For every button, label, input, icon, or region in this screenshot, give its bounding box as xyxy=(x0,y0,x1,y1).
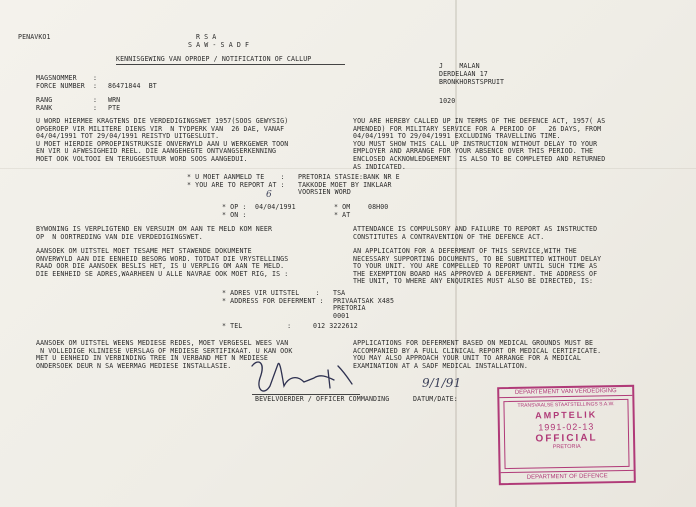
attendance-afrikaans: BYWONING IS VERPLIGTEND EN VERSUIM OM AAN TE MELD KOM NEER OP N OORTREDING VAN DIE VERDEDIGINGSWET. xyxy=(36,225,273,241)
medical-english: APPLICATIONS FOR DEFERMENT BASED ON MEDICAL GROUNDS MUST BE ACCOMPANIED BY A FULL CLINICAL REPORT OR MEDICAL CERTIFICATE. YOU MAY ALSO APPROACH YOUR UNIT TO ARRANGE FOR A MEDICAL EXAMINATION AT A SADF MEDICAL INSTALLATION. xyxy=(353,339,602,370)
rank-af: WRN xyxy=(108,96,121,104)
form-code: PENAVKO1 xyxy=(18,33,51,41)
attendance-english: ATTENDANCE IS COMPULSORY AND FAILURE TO REPORT AS INSTRUCTED CONSTITUTES A CONTRAVENTION OF THE DEFENCE ACT. xyxy=(353,225,598,241)
officer-commanding-label: BEVELVOERDER / OFFICER COMMANDING xyxy=(255,395,390,403)
stamp-amptelik: AMPTELIK xyxy=(535,409,598,421)
force-number-label-en: FORCE NUMBER : xyxy=(36,82,98,90)
report-location: PRETORIA STASIE:BANK NR E TAKKODE MOET BY INKLAAR VOORSIEN WORD xyxy=(298,173,400,197)
stamp-place: PRETORIA xyxy=(552,443,581,451)
telephone-number: 012 3222612 xyxy=(313,322,358,330)
addressee-postcode: 1020 xyxy=(439,97,456,105)
rank-label-en: RANK : xyxy=(36,104,98,112)
telephone-label: * TEL : xyxy=(222,322,292,330)
header-force: S A W - S A D F xyxy=(188,41,250,49)
rank-en: PTE xyxy=(108,104,121,112)
handwritten-date-correction: 6 xyxy=(266,190,272,200)
stamp-bottom-text: DEPARTMENT OF DEFENCE xyxy=(501,470,634,483)
force-number-label-af: MAGSNOMMER : xyxy=(36,74,98,82)
intro-english: YOU ARE HEREBY CALLED UP IN TERMS OF THE DEFENCE ACT, 1957( AS AMENDED) FOR MILITARY SERVICE FOR A PERIOD OF 26 DAYS, FROM 04/04/1991 TO 29/04/1991 EXCLUDING TRAVELLING TIME. YOU MUST SHOW THIS CALL UP INSTRUCTION WITHOUT DELAY TO YOUR EMPLOYER AND ARRANGE FOR YOUR ABSENCE OVER THIS PERIOD. THE ENCLOSED ACKNOWLEDGEMENT IS ALSO TO BE COMPLETED AND RETURNED AS INDICATED. xyxy=(353,117,606,171)
deferment-address-labels: * ADRES VIR UITSTEL : * ADDRESS FOR DEFERMENT : xyxy=(222,289,324,305)
report-at-labels: * U MOET AANMELD TE : * YOU ARE TO REPORT AT : xyxy=(187,173,285,189)
header-country: R S A xyxy=(196,33,217,41)
addressee-street: DERDELAAN 17 xyxy=(439,70,488,78)
title-underline xyxy=(116,64,345,65)
report-date-labels: * OP : * ON : xyxy=(222,203,247,219)
handwritten-signing-date: 9/1/91 xyxy=(422,376,462,390)
force-number: 86471844 BT xyxy=(108,82,157,90)
stamp-date: 1991-02-13 xyxy=(538,421,595,433)
report-date: 04/04/1991 xyxy=(255,203,296,211)
date-label: DATUM/DATE: xyxy=(413,395,458,403)
medical-afrikaans: AANSOEK OM UITSTEL WEENS MEDIESE REDES, MOET VERGESEL WEES VAN N VOLLEDIGE KLINIESE VERSLAG OF MEDIESE SERTIFIKAAT. U KAN OOK MET U EENHEID IN VERBINDING TREE IN VERBAND MET N MEDIESE ONDERSOEK DEUR N SA WEERMAG MEDIESE INSTALLASIE. xyxy=(36,339,293,370)
stamp-top-text: DEPARTEMENT VAN VERDEDIGING xyxy=(499,387,632,398)
stamp-subtitle: TRANSVAALSE STAATSTELLINGS S.A.W. xyxy=(517,401,615,409)
report-time-labels: * OM * AT xyxy=(334,203,351,219)
intro-afrikaans: U WORD HIERMEE KRAGTENS DIE VERDEDIGINGSWET 1957(SOOS GEWYSIG) OPGEROEP VIR MILITERE DIENS VIR N TYDPERK VAN 26 DAE, VANAF 04/04/1991 TOT 29/04/1991 REISTYD UITGESLUIT. U MOET HIERDIE OPROEPINSTRUKSIE ONVERWYLD AAN U WERKGEWER TOON EN VIR U AFWESIGHEID REEL. DIE AANGEHEGTE ONTVANGSERKENNING MOET OOK VOLTOOI EN TERUGGESTUUR WORD SOOS AANGEDUI. xyxy=(36,117,289,163)
addressee-town: BRONKHORSTSPRUIT xyxy=(439,78,505,86)
stamp-inner-frame xyxy=(503,399,629,469)
official-stamp xyxy=(497,385,636,485)
deferment-english: AN APPLICATION FOR A DEFERMENT OF THIS SERVICE,WITH THE NECESSARY SUPPORTING DOCUMENTS, TO BE SUBMITTED WITHOUT DELAY TO YOUR UNIT. YOU ARE COMPELLED TO REPORT UNTIL SUCH TIME AS THE EXEMPTION BOARD HAS APPROVED A DEFERMENT. THE ADDRESS OF THE UNIT, TO WHERE ANY ENQUIRIES MUST ALSO BE DIRECTED, IS: xyxy=(353,247,602,286)
report-time: 08H00 xyxy=(368,203,389,211)
notice-title: KENNISGEWING VAN OPROEP / NOTIFICATION OF CALLUP xyxy=(116,55,312,63)
deferment-afrikaans: AANSOEK OM UITSTEL MOET TESAME MET STAWENDE DOKUMENTE ONVERWYLD AAN DIE EENHEID BESORG WORD. TOTDAT DIE VRYSTELLINGS RAAD OOR DIE AANSOEK BESLIS HET, IS U VERPLIG OM AAN TE MELD. DIE EENHEID SE ADRES,WAARHEEN U ALLE NAVRAE OOK MOET RIG, IS : xyxy=(36,247,289,278)
stamp-official: OFFICIAL xyxy=(535,432,598,445)
addressee-name: J MALAN xyxy=(439,62,480,70)
rank-label-af: RANG : xyxy=(36,96,98,104)
deferment-address: TSA PRIVAATSAK X485 PRETORIA 0001 xyxy=(333,289,395,320)
